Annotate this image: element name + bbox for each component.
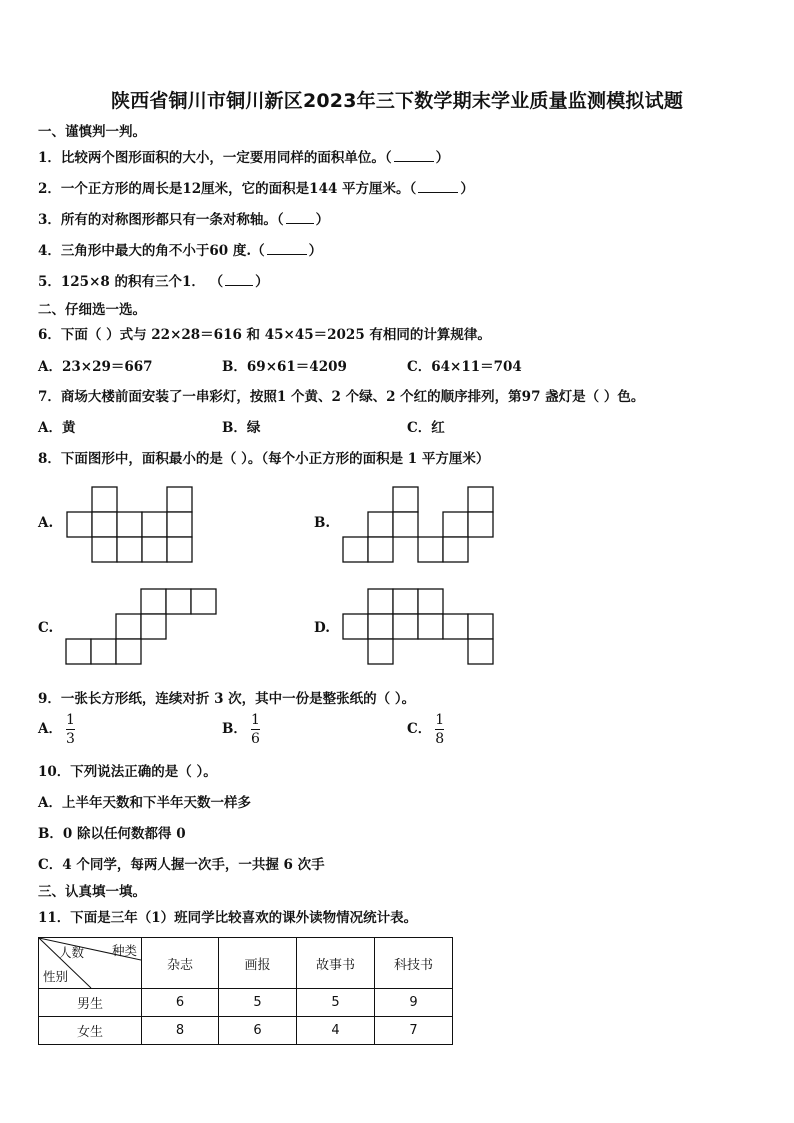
column-header: 故事书 — [297, 938, 375, 989]
question-1-text: 1．比较两个图形面积的大小，一定要用同样的面积单位。（ — [38, 150, 392, 166]
answer-blank-5[interactable] — [225, 273, 253, 286]
table-cell: 8 — [142, 1017, 219, 1045]
fraction-bar — [66, 729, 75, 730]
fraction-bar — [251, 729, 260, 730]
q9-option-a[interactable] — [38, 712, 75, 747]
reading-stats-table — [38, 937, 453, 1045]
answer-blank-2[interactable] — [418, 180, 458, 193]
question-6-text: 6．下面（ ）式与 22×28＝616 和 45×45＝2025 有相同的计算规律。 — [38, 327, 491, 343]
option-label: C． — [407, 721, 432, 737]
paren-close: ） — [315, 212, 330, 228]
q7-option-c[interactable]: C．红 — [407, 420, 445, 436]
question-5-text: 5．125×8 的积有三个1． （ — [38, 274, 224, 290]
q8-label-a[interactable]: A. — [38, 515, 54, 531]
paren-close: ） — [255, 274, 269, 290]
table-corner-cell — [39, 938, 142, 989]
table-cell: 7 — [375, 1017, 453, 1045]
q10-option-a[interactable]: A．上半年天数和下半年天数一样多 — [38, 795, 251, 811]
column-header: 科技书 — [375, 938, 453, 989]
denominator: 6 — [250, 731, 260, 747]
table-cell: 5 — [297, 989, 375, 1017]
fraction — [251, 712, 260, 747]
table-cell: 6 — [219, 1017, 297, 1045]
q9-option-b[interactable] — [222, 712, 260, 747]
q8-figure-a[interactable] — [66, 486, 196, 566]
numerator: 1 — [66, 712, 75, 728]
question-8-text: 8．下面图形中，面积最小的是（ ）。（每个小正方形的面积是 1 平方厘米） — [38, 451, 490, 467]
question-9-text: 9．一张长方形纸，连续对折 3 次，其中一份是整张纸的（ ）。 — [38, 691, 416, 707]
table-row — [39, 1017, 453, 1045]
table-cell: 6 — [142, 989, 219, 1017]
fraction — [66, 712, 75, 747]
question-10-text: 10．下列说法正确的是（ ）。 — [38, 764, 217, 780]
q8-figure-d[interactable] — [342, 588, 497, 668]
paren-close: ） — [308, 243, 323, 259]
q9-option-c[interactable] — [407, 712, 444, 747]
fraction-bar — [435, 729, 444, 730]
paren-close: ） — [435, 150, 450, 166]
question-11-text: 11．下面是三年（1）班同学比较喜欢的课外读物情况统计表。 — [38, 910, 418, 926]
section-heading-choose: 二、仔细选一选。 — [38, 302, 146, 318]
q8-figure-c[interactable] — [64, 588, 222, 668]
q10-option-c[interactable]: C．4 个同学，每两人握一次手，一共握 6 次手 — [38, 857, 325, 873]
row-label: 女生 — [39, 1017, 142, 1045]
q7-option-b[interactable]: B．绿 — [222, 420, 261, 436]
q7-option-a[interactable]: A．黄 — [38, 420, 76, 436]
section-heading-judge: 一、谨慎判一判。 — [38, 124, 146, 140]
table-header-row — [39, 938, 453, 989]
corner-label-category: 种类 — [111, 943, 137, 958]
question-3-text: 3．所有的对称图形都只有一条对称轴。（ — [38, 212, 284, 228]
question-1 — [38, 146, 449, 166]
answer-blank-3[interactable] — [286, 211, 314, 224]
answer-blank-1[interactable] — [394, 149, 434, 162]
q10-option-b[interactable]: B．0 除以任何数都得 0 — [38, 826, 186, 842]
answer-blank-4[interactable] — [267, 242, 307, 255]
denominator: 8 — [435, 731, 445, 747]
paren-close: ） — [460, 181, 474, 197]
question-3 — [38, 208, 329, 228]
column-header: 画报 — [219, 938, 297, 989]
table-cell: 9 — [375, 989, 453, 1017]
question-7-text: 7．商场大楼前面安装了一串彩灯，按照1 个黄、2 个绿、2 个红的顺序排列，第97 盏灯是（ ）色。 — [38, 389, 645, 405]
numerator: 1 — [250, 712, 260, 728]
q6-option-a[interactable]: A．23×29＝667 — [38, 359, 153, 375]
q8-label-b[interactable]: B. — [314, 515, 331, 531]
q8-label-c[interactable]: C. — [38, 620, 54, 636]
table-cell: 4 — [297, 1017, 375, 1045]
option-label: A． — [38, 721, 62, 737]
question-2-text: 2．一个正方形的周长是12厘米，它的面积是144 平方厘米。（ — [38, 181, 417, 197]
option-label: B． — [222, 721, 247, 737]
section-heading-fill: 三、认真填一填。 — [38, 884, 146, 900]
q8-figure-b[interactable] — [342, 486, 497, 566]
question-5 — [38, 270, 269, 290]
q6-option-c[interactable]: C．64×11＝704 — [407, 359, 522, 375]
question-4 — [38, 239, 322, 259]
row-label: 男生 — [39, 989, 142, 1017]
corner-label-gender: 性别 — [43, 969, 69, 984]
fraction — [435, 712, 444, 747]
corner-label-count: 人数 — [59, 945, 85, 960]
table-row — [39, 989, 453, 1017]
question-2 — [38, 177, 474, 197]
q6-option-b[interactable]: B．69×61＝4209 — [222, 359, 347, 375]
numerator: 1 — [435, 712, 445, 728]
denominator: 3 — [66, 731, 75, 747]
q8-label-d[interactable]: D. — [314, 620, 330, 636]
column-header: 杂志 — [142, 938, 219, 989]
page-title: 陕西省铜川市铜川新区2023年三下数学期末学业质量监测模拟试题 — [110, 90, 684, 112]
table-cell: 5 — [219, 989, 297, 1017]
question-4-text: 4．三角形中最大的角不小于60 度.（ — [38, 243, 265, 259]
